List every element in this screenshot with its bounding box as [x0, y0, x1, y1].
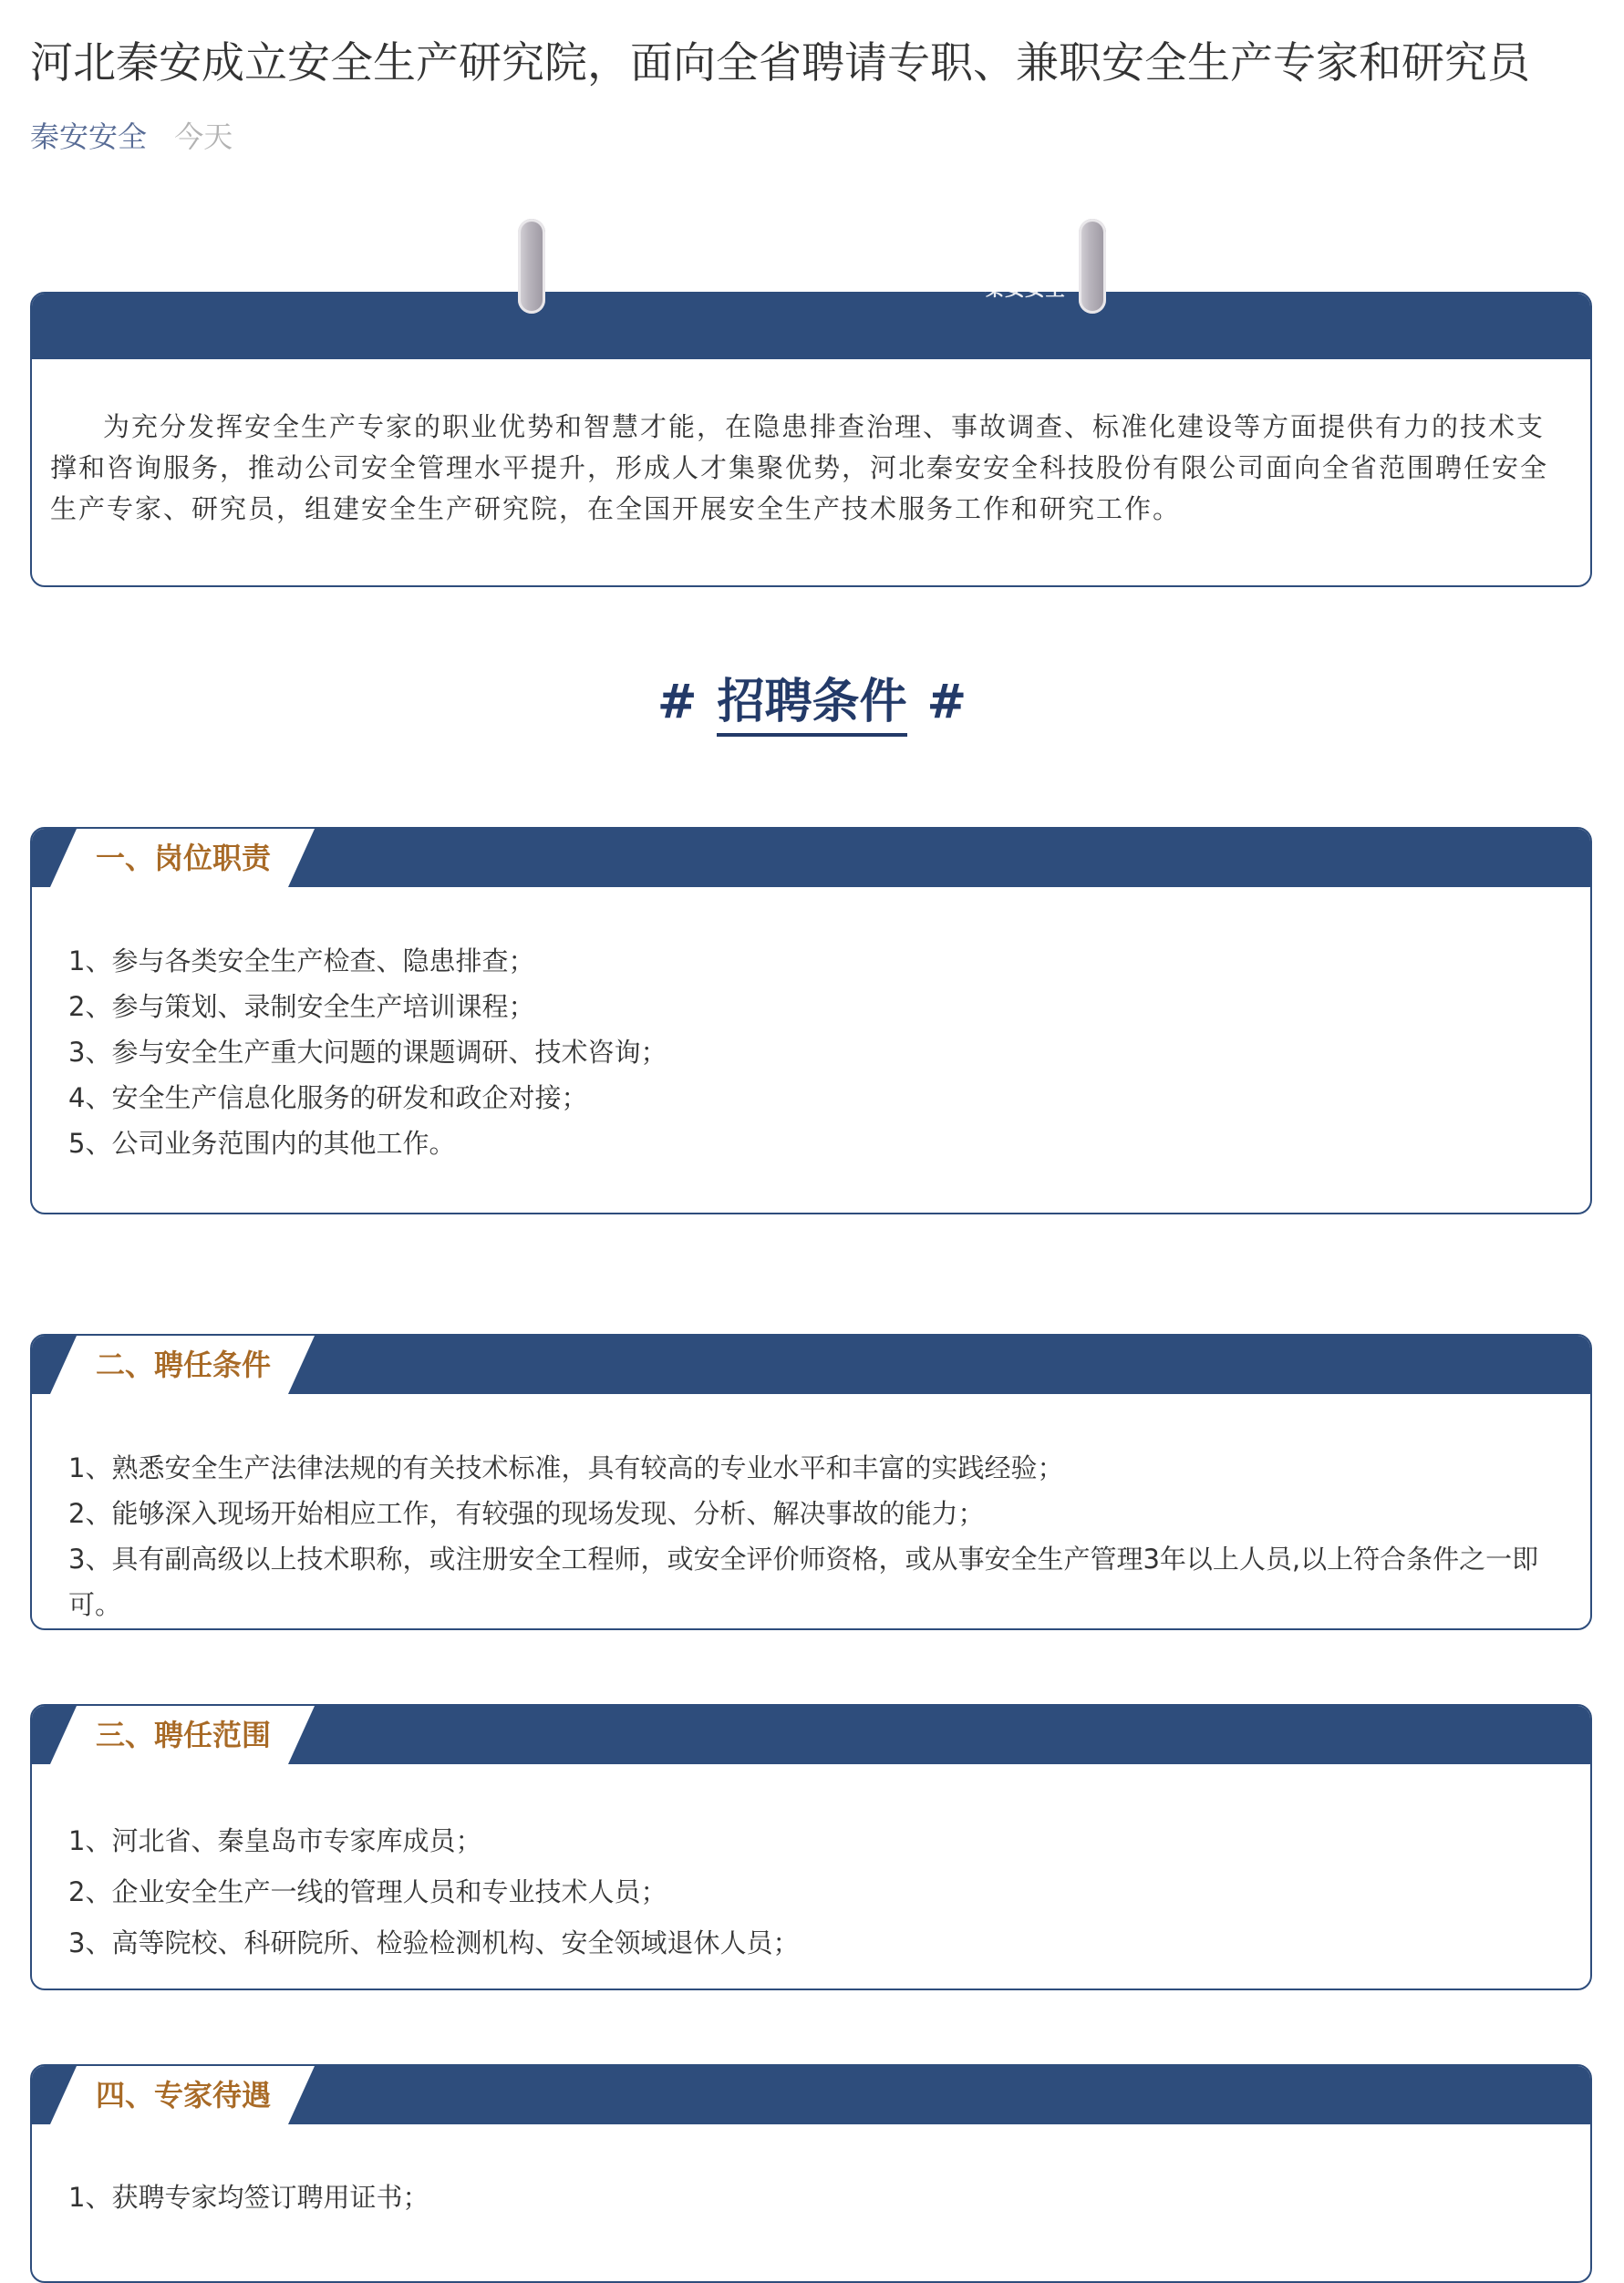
list-item: 2、企业安全生产一线的管理人员和专业技术人员； [68, 1876, 667, 1907]
list-item: 1、获聘专家均签订聘用证书； [68, 2182, 429, 2213]
section-card-scope [30, 1704, 1592, 1990]
list-item: 1、参与各类安全生产检查、隐患排查； [68, 945, 535, 976]
qualifications-list [32, 1394, 1590, 1627]
list-item: 3、参与安全生产重大问题的课题调研、技术咨询； [68, 1037, 667, 1068]
section-card-duties [30, 827, 1592, 1214]
intro-card-header-bar [32, 294, 1590, 359]
list-item: 2、能够深入现场开始相应工作，有较强的现场发现、分析、解决事故的能力； [68, 1498, 985, 1529]
intro-card [30, 292, 1592, 587]
list-item: 1、河北省、秦皇岛市专家库成员； [68, 1825, 482, 1856]
section-heading [0, 670, 1624, 734]
list-item: 3、高等院校、科研院所、检验检测机构、安全领域退休人员； [68, 1927, 800, 1958]
binder-ring-right-icon [1079, 219, 1106, 314]
section-card-title: 一、岗位职责 [96, 841, 272, 875]
publish-date: 今天 [174, 119, 233, 154]
section-card-header [32, 1706, 1590, 1764]
section-card-benefits [30, 2064, 1592, 2283]
watermark-logo: 秦安安全 [985, 278, 1066, 301]
scope-list [32, 1764, 1590, 1968]
benefits-list [32, 2124, 1590, 2223]
section-card-title: 二、聘任条件 [96, 1348, 272, 1382]
hash-mark-left: # [657, 675, 698, 729]
section-card-header [32, 829, 1590, 887]
section-card-qualifications [30, 1334, 1592, 1630]
section-card-title: 三、聘任范围 [96, 1718, 272, 1752]
list-item: 4、安全生产信息化服务的研发和政企对接； [68, 1082, 588, 1113]
list-item: 3、具有副高级以上技术职称，或注册安全工程师，或安全评价师资格，或从事安全生产管理3年以上人员,以上符合条件之一即可。 [68, 1544, 1539, 1620]
duties-list [32, 887, 1590, 1166]
section-card-header [32, 2066, 1590, 2124]
binder-ring-left-icon [518, 219, 545, 314]
list-item: 1、熟悉安全生产法律法规的有关技术标准，具有较高的专业水平和丰富的实践经验； [68, 1452, 1064, 1483]
account-name-link[interactable]: 秦安安全 [30, 119, 148, 154]
article-meta [30, 117, 233, 157]
hash-mark-right: # [926, 675, 967, 729]
list-item: 2、参与策划、录制安全生产培训课程； [68, 991, 535, 1022]
article-title: 河北秦安成立安全生产研究院，面向全省聘请专职、兼职安全生产专家和研究员 [30, 38, 1530, 88]
intro-paragraph: 为充分发挥安全生产专家的职业优势和智慧才能，在隐患排查治理、事故调查、标准化建设等方面提供有力的技术支撑和咨询服务，推动公司安全管理水平提升，形成人才集聚优势，河北秦安安全科技股份有限公司面向全省范围聘任安全生产专家、研究员，组建安全生产研究院，在全国开展安全生产技术服务工作和研究工作。 [50, 411, 1549, 524]
section-card-title: 四、专家待遇 [96, 2078, 272, 2113]
section-card-header [32, 1336, 1590, 1394]
section-heading-text: 招聘条件 [717, 675, 906, 737]
list-item: 5、公司业务范围内的其他工作。 [68, 1128, 456, 1159]
